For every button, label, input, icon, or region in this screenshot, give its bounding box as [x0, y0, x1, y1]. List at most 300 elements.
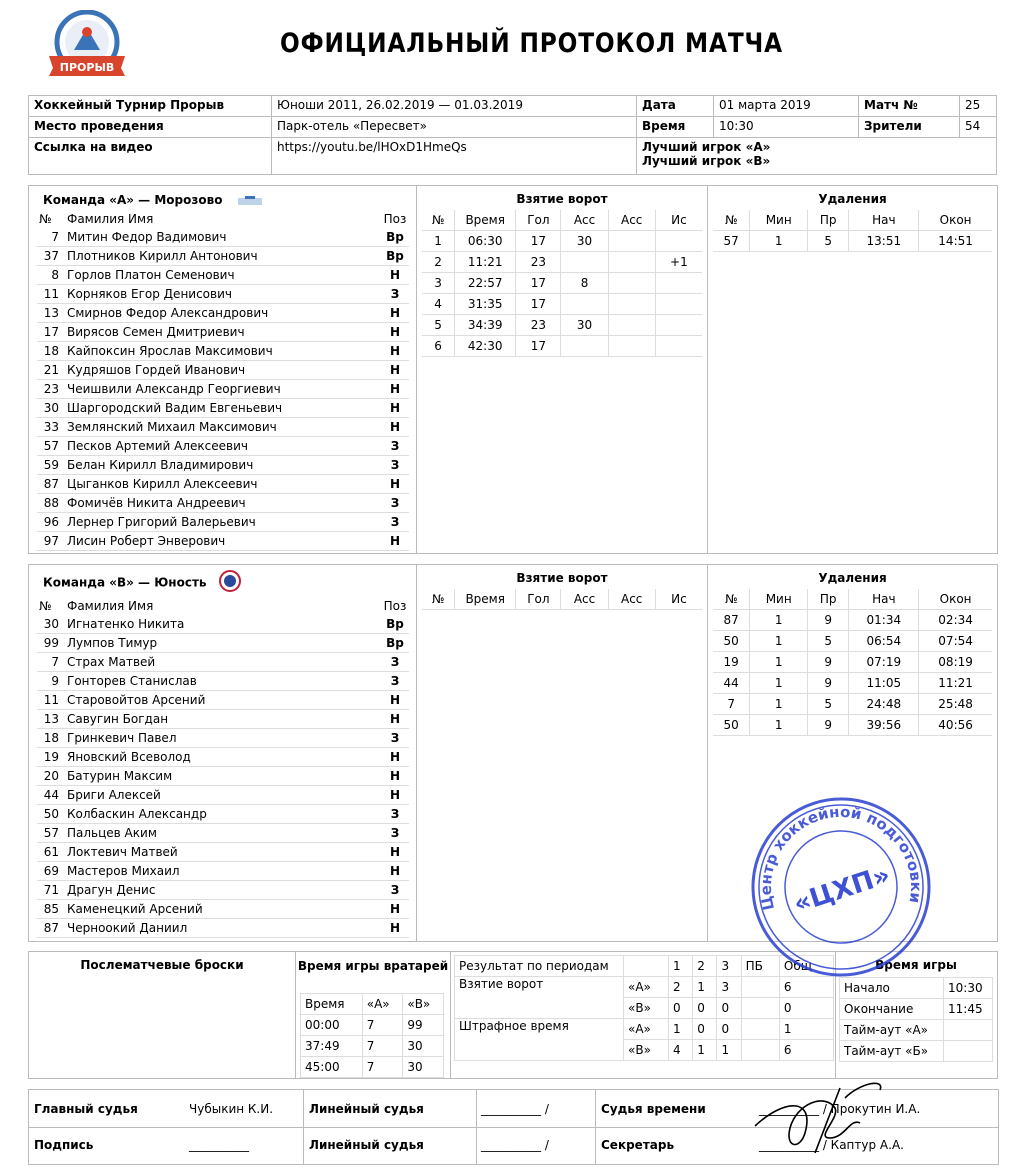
table-cell: 50 [713, 631, 750, 652]
table-cell: 3 [422, 273, 455, 294]
column-header: Время [301, 994, 363, 1015]
player-position: З [381, 437, 409, 456]
goals-b-p1: 0 [669, 998, 693, 1019]
roster-row [37, 653, 409, 672]
table-cell [608, 294, 655, 315]
team-a-section [28, 185, 998, 554]
team-a-logo-icon [237, 195, 263, 207]
player-position: Н [381, 919, 409, 938]
player-number: 88 [37, 494, 65, 513]
roster-row [37, 513, 409, 532]
player-number: 59 [37, 456, 65, 475]
linesman-1-value: __________ / [481, 1102, 549, 1116]
table-row [422, 315, 702, 336]
table-row [713, 694, 992, 715]
table-cell: 5 [808, 631, 849, 652]
player-name: Горлов Платон Семенович [65, 266, 381, 285]
player-name: Страх Матвей [65, 653, 381, 672]
player-number: 7 [37, 228, 65, 247]
referee-signature [745, 1078, 895, 1168]
best-player-b-label: Лучший игрок «В» [642, 154, 771, 168]
column-header: Мин [750, 589, 808, 610]
player-number: 11 [37, 285, 65, 304]
date-value: 01 марта 2019 [714, 96, 859, 117]
table-cell [561, 336, 608, 357]
pim-b-p1: 4 [669, 1040, 693, 1061]
time-label: Время [637, 117, 714, 138]
roster-row [37, 862, 409, 881]
player-number: 7 [37, 653, 65, 672]
pim-a-p3: 0 [717, 1019, 741, 1040]
table-cell: 34:39 [455, 315, 516, 336]
table-cell: 4 [422, 294, 455, 315]
table-cell: 57 [713, 231, 750, 252]
player-name: Смирнов Федор Александрович [65, 304, 381, 323]
player-number: 30 [37, 615, 65, 634]
player-position: Н [381, 767, 409, 786]
table-cell: 5 [422, 315, 455, 336]
table-cell: 1 [750, 652, 808, 673]
table-cell: 1 [422, 231, 455, 252]
venue-value: Парк-отель «Пересвет» [272, 117, 637, 138]
roster-row [37, 767, 409, 786]
table-cell [608, 315, 655, 336]
player-name: Яновский Всеволод [65, 748, 381, 767]
table-cell [608, 336, 655, 357]
player-name: Гонторев Станислав [65, 672, 381, 691]
goalie-time-title: Время игры вратарей [297, 959, 449, 973]
roster-row [37, 399, 409, 418]
goals-b-p2: 0 [693, 998, 717, 1019]
player-name: Белан Кирилл Владимирович [65, 456, 381, 475]
column-header: Пр [808, 210, 849, 231]
table-header-row [422, 589, 702, 610]
pim-a-so [741, 1019, 779, 1040]
player-position: З [381, 456, 409, 475]
player-number: 30 [37, 399, 65, 418]
table-cell: 08:19 [919, 652, 992, 673]
column-header: Мин [750, 210, 808, 231]
player-position: Вр [381, 247, 409, 266]
secretary-label: Секретарь [601, 1138, 675, 1152]
table-cell: 17 [516, 294, 561, 315]
main-referee-name: Чубыкин К.И. [189, 1102, 274, 1116]
periods-pim-label: Штрафное время [455, 1019, 624, 1061]
player-position: Н [381, 691, 409, 710]
column-header: Гол [516, 589, 561, 610]
roster-row [37, 824, 409, 843]
column-header: Асс [561, 210, 608, 231]
table-cell: 7 [362, 1057, 403, 1078]
pim-a-p2: 0 [693, 1019, 717, 1040]
game-start-label: Начало [840, 978, 944, 999]
main-referee-label: Главный судья [34, 1102, 138, 1116]
player-name: Лумпов Тимур [65, 634, 381, 653]
column-header: № [713, 210, 750, 231]
column-header: Гол [516, 210, 561, 231]
table-cell: 8 [561, 273, 608, 294]
player-name: Колбаскин Александр [65, 805, 381, 824]
table-row [422, 231, 702, 252]
official-stamp [746, 792, 936, 982]
table-cell: 39:56 [849, 715, 919, 736]
player-position: Н [381, 843, 409, 862]
table-row [422, 273, 702, 294]
column-header: Асс [608, 589, 655, 610]
player-position: Вр [381, 228, 409, 247]
player-position: З [381, 729, 409, 748]
team-a-penalties-title: Удаления [818, 192, 887, 206]
goals-b-so [741, 998, 779, 1019]
player-name: Чеишвили Александр Георгиевич [65, 380, 381, 399]
player-name: Пальцев Аким [65, 824, 381, 843]
player-name: Цыганков Кирилл Алексеевич [65, 475, 381, 494]
player-position: Н [381, 862, 409, 881]
roster-row [37, 266, 409, 285]
video-link[interactable]: https://youtu.be/lHOxD1HmeQs [272, 138, 637, 175]
player-name: Лернер Григорий Валерьевич [65, 513, 381, 532]
table-row [713, 610, 992, 631]
table-cell: 23 [516, 315, 561, 336]
player-name: Кудряшов Гордей Иванович [65, 361, 381, 380]
player-number: 87 [37, 475, 65, 494]
tournament-value: Юноши 2011, 26.02.2019 — 01.03.2019 [272, 96, 637, 117]
player-name: Вирясов Семен Дмитриевич [65, 323, 381, 342]
player-name: Корняков Егор Денисович [65, 285, 381, 304]
player-position: З [381, 494, 409, 513]
column-header: Время [455, 589, 516, 610]
table-cell: 00:00 [301, 1015, 363, 1036]
roster-row [37, 710, 409, 729]
roster-row [37, 418, 409, 437]
column-header: Ис [655, 589, 702, 610]
video-label: Ссылка на видео [29, 138, 272, 175]
roster-row [37, 881, 409, 900]
player-number: 57 [37, 437, 65, 456]
player-position: Н [381, 710, 409, 729]
player-number: 85 [37, 900, 65, 919]
player-name: Савугин Богдан [65, 710, 381, 729]
team-b-title [43, 574, 241, 592]
page-title: ОФИЦИАЛЬНЫЙ ПРОТОКОЛ МАТЧА [280, 28, 784, 59]
pim-b-total: 6 [779, 1040, 833, 1061]
best-players [637, 138, 997, 175]
roster-row [37, 456, 409, 475]
table-cell: 14:51 [919, 231, 992, 252]
table-cell: 07:54 [919, 631, 992, 652]
roster-row [37, 729, 409, 748]
roster-row [37, 615, 409, 634]
table-cell: 23 [516, 252, 561, 273]
table-header-row [713, 210, 992, 231]
player-name: Фомичёв Никита Андреевич [65, 494, 381, 513]
match-value: 25 [960, 96, 997, 117]
player-name: Песков Артемий Алексеевич [65, 437, 381, 456]
table-cell: 42:30 [455, 336, 516, 357]
table-cell: 07:19 [849, 652, 919, 673]
table-cell: 31:35 [455, 294, 516, 315]
player-name: Каменецкий Арсений [65, 900, 381, 919]
player-number: 97 [37, 532, 65, 551]
player-position: Вр [381, 615, 409, 634]
column-header: Ис [655, 210, 702, 231]
signature-value: __________ [189, 1138, 249, 1152]
player-number: 96 [37, 513, 65, 532]
player-position: Н [381, 323, 409, 342]
column-header: Пр [808, 589, 849, 610]
tournament-logo [44, 10, 130, 80]
periods-spacer [624, 956, 669, 977]
game-time-title: Время игры [875, 958, 957, 972]
table-cell: 02:34 [919, 610, 992, 631]
table-cell [655, 294, 702, 315]
player-position: Н [381, 380, 409, 399]
roster-row [37, 437, 409, 456]
table-cell [655, 273, 702, 294]
game-time-table [839, 977, 993, 1062]
roster-row [37, 285, 409, 304]
player-number: 71 [37, 881, 65, 900]
team-a-goals-table [422, 210, 702, 357]
spectators-value: 54 [960, 117, 997, 138]
svg-text:ПРОРЫВ: ПРОРЫВ [59, 61, 115, 74]
roster-row [37, 247, 409, 266]
column-header: № [422, 210, 455, 231]
player-number: 20 [37, 767, 65, 786]
goalie-header-row [301, 994, 444, 1015]
team-b-goals-table [422, 589, 702, 610]
game-end-value: 11:45 [944, 999, 993, 1020]
player-position: Н [381, 786, 409, 805]
player-number: 33 [37, 418, 65, 437]
secretary-value: __________ / Каптур А.А. [759, 1138, 904, 1152]
roster-row [37, 786, 409, 805]
roster-row [37, 361, 409, 380]
periods-team-a: «А» [624, 977, 669, 998]
player-name: Бриги Алексей [65, 786, 381, 805]
table-cell: 11:05 [849, 673, 919, 694]
player-number: 18 [37, 729, 65, 748]
column-header: Нач [849, 589, 919, 610]
table-row [422, 252, 702, 273]
period-col-2: 2 [693, 956, 717, 977]
player-position: Н [381, 342, 409, 361]
roster-row [37, 342, 409, 361]
player-position: З [381, 824, 409, 843]
player-name: Локтевич Матвей [65, 843, 381, 862]
table-cell: 5 [808, 694, 849, 715]
periods-title: Результат по периодам [455, 956, 624, 977]
table-cell: 13:51 [849, 231, 919, 252]
roster-row [37, 843, 409, 862]
goals-a-p2: 1 [693, 977, 717, 998]
table-row [713, 715, 992, 736]
goalie-row [301, 1015, 444, 1036]
table-cell: 30 [561, 231, 608, 252]
player-name: Лисин Роберт Энверович [65, 532, 381, 551]
column-header: «В» [403, 994, 444, 1015]
player-position: Н [381, 532, 409, 551]
linesman-2-value: __________ / [481, 1138, 549, 1152]
roster-row [37, 748, 409, 767]
roster-name-header: Фамилия Имя [67, 212, 154, 226]
player-name: Землянский Михаил Максимович [65, 418, 381, 437]
table-cell: 9 [808, 673, 849, 694]
pim-a-total: 1 [779, 1019, 833, 1040]
roster-row [37, 919, 409, 938]
signature-label: Подпись [34, 1138, 94, 1152]
spectators-label: Зрители [859, 117, 960, 138]
player-position: Н [381, 361, 409, 380]
column-header: Окон [919, 210, 992, 231]
goals-b-p3: 0 [717, 998, 741, 1019]
roster-row [37, 532, 409, 551]
roster-row [37, 304, 409, 323]
goals-a-total: 6 [779, 977, 833, 998]
team-a-title [43, 193, 263, 207]
periods-goals-label: Взятие ворот [455, 977, 624, 1019]
player-position: Н [381, 266, 409, 285]
period-col-total: Общ [779, 956, 833, 977]
team-a-title-text: Команда «А» — Морозово [43, 193, 223, 207]
table-cell: 9 [808, 652, 849, 673]
table-cell [655, 231, 702, 252]
table-cell: 7 [362, 1036, 403, 1057]
table-cell: 11:21 [919, 673, 992, 694]
table-row [422, 294, 702, 315]
roster-row [37, 691, 409, 710]
player-position: Н [381, 900, 409, 919]
pim-b-so [741, 1040, 779, 1061]
player-name: Черноокий Даниил [65, 919, 381, 938]
roster-row [37, 494, 409, 513]
period-col-so: ПБ [741, 956, 779, 977]
team-b-logo-icon [219, 570, 241, 592]
table-cell: 06:30 [455, 231, 516, 252]
player-name: Кайпоксин Ярослав Максимович [65, 342, 381, 361]
table-cell: 30 [403, 1057, 444, 1078]
periods-team-b: «В» [624, 1040, 669, 1061]
timekeeper-value: __________ / Прокутин И.А. [759, 1102, 921, 1116]
table-cell: 50 [713, 715, 750, 736]
table-cell [561, 252, 608, 273]
table-cell: 01:34 [849, 610, 919, 631]
game-end-label: Окончание [840, 999, 944, 1020]
pim-b-p2: 1 [693, 1040, 717, 1061]
column-header: Время [455, 210, 516, 231]
goals-a-p3: 3 [717, 977, 741, 998]
table-cell: 9 [808, 715, 849, 736]
team-b-goals-title: Взятие ворот [516, 571, 608, 585]
table-cell: 5 [808, 231, 849, 252]
table-cell: 19 [713, 652, 750, 673]
player-name: Старовойтов Арсений [65, 691, 381, 710]
table-cell: 22:57 [455, 273, 516, 294]
roster-name-header: Фамилия Имя [67, 599, 154, 613]
player-number: 50 [37, 805, 65, 824]
player-number: 99 [37, 634, 65, 653]
player-number: 37 [37, 247, 65, 266]
roster-row [37, 900, 409, 919]
player-position: З [381, 672, 409, 691]
table-cell: 24:48 [849, 694, 919, 715]
time-value: 10:30 [714, 117, 859, 138]
column-header: № [713, 589, 750, 610]
table-cell: 9 [808, 610, 849, 631]
timeout-a-value [944, 1020, 993, 1041]
timekeeper-label: Судья времени [601, 1102, 706, 1116]
table-cell: 11:21 [455, 252, 516, 273]
player-position: З [381, 881, 409, 900]
svg-text:Центр хоккейной подготовки: Центр хоккейной подготовки [756, 802, 926, 912]
player-position: З [381, 805, 409, 824]
table-row [713, 631, 992, 652]
tournament-label: Хоккейный Турнир Прорыв [29, 96, 272, 117]
team-a-roster [37, 210, 409, 551]
table-cell: 37:49 [301, 1036, 363, 1057]
team-a-goals-title: Взятие ворот [516, 192, 608, 206]
table-cell: +1 [655, 252, 702, 273]
column-header: Асс [561, 589, 608, 610]
player-position: Н [381, 748, 409, 767]
table-header-row [713, 589, 992, 610]
best-player-a-label: Лучший игрок «А» [642, 140, 771, 154]
table-header-row [422, 210, 702, 231]
roster-row [37, 805, 409, 824]
player-name: Игнатенко Никита [65, 615, 381, 634]
table-cell [561, 294, 608, 315]
table-cell: 2 [422, 252, 455, 273]
periods-team-a: «А» [624, 1019, 669, 1040]
table-row [713, 231, 992, 252]
timeout-b-value [944, 1041, 993, 1062]
player-position: З [381, 653, 409, 672]
player-number: 69 [37, 862, 65, 881]
periods-team-b: «В» [624, 998, 669, 1019]
table-cell: 40:56 [919, 715, 992, 736]
player-name: Гринкевич Павел [65, 729, 381, 748]
table-cell [655, 336, 702, 357]
goals-b-total: 0 [779, 998, 833, 1019]
table-row [713, 652, 992, 673]
player-position: Н [381, 418, 409, 437]
player-number: 17 [37, 323, 65, 342]
player-number: 23 [37, 380, 65, 399]
table-cell [608, 231, 655, 252]
player-number: 87 [37, 919, 65, 938]
table-cell: 1 [750, 631, 808, 652]
roster-pos-header: Поз [383, 212, 407, 226]
period-col-1: 1 [669, 956, 693, 977]
player-name: Митин Федор Вадимович [65, 228, 381, 247]
player-position: Н [381, 304, 409, 323]
date-label: Дата [637, 96, 714, 117]
table-cell: 1 [750, 694, 808, 715]
table-cell: 30 [561, 315, 608, 336]
table-cell [608, 252, 655, 273]
player-name: Батурин Максим [65, 767, 381, 786]
player-name: Плотников Кирилл Антонович [65, 247, 381, 266]
roster-row [37, 380, 409, 399]
match-info-table [28, 95, 997, 175]
goalie-time-table [300, 993, 444, 1078]
team-b-penalties-table [713, 589, 992, 736]
column-header: Асс [608, 210, 655, 231]
table-cell: 45:00 [301, 1057, 363, 1078]
table-row [713, 673, 992, 694]
table-cell: 06:54 [849, 631, 919, 652]
linesman-1-label: Линейный судья [309, 1102, 424, 1116]
